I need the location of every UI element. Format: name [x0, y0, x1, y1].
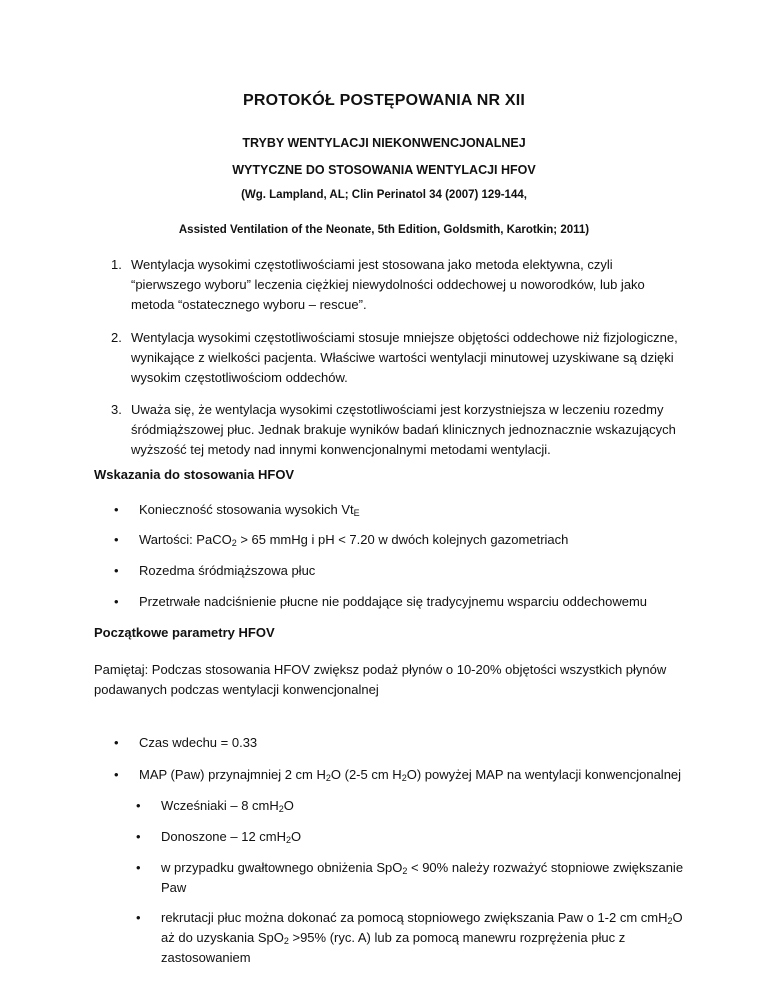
- list-item-text: Donoszone – 12 cmH$_2$O: [161, 829, 302, 845]
- subtitle-modes: TRYBY WENTYLACJI NIEKONWENCJONALNEJ: [242, 136, 526, 150]
- list-item-text: Rozedma śródmiąższowa płuc: [139, 563, 316, 578]
- numbered-item-1: [111, 255, 681, 315]
- sub-list-item: [136, 827, 696, 847]
- list-item-text: MAP (Paw) przynajmniej 2 cm $H_2O$ (2-5 cm $H_2O$) powyżej MAP na wentylacji konwencjonalnej: [139, 767, 682, 783]
- item-number: 2.: [111, 330, 122, 345]
- section-heading-initial-parameters: Początkowe parametry HFOV: [94, 625, 275, 640]
- list-item: [114, 500, 704, 520]
- list-item-text: Czas wdechu = 0.33: [139, 735, 258, 750]
- bullet: •: [114, 532, 119, 547]
- list-item: [114, 765, 704, 785]
- item-text: Wentylacja wysokimi częstotliwościami stosuje mniejsze objętości oddechowe niż fizjologiczne, wynikające z wielkości pacjenta. Właściwe wartości wentylacji minutowej uzyskiwane są dzięki wysokim częstotliwościom oddechów.: [131, 330, 678, 385]
- bullet: •: [114, 502, 119, 517]
- bullet: •: [136, 910, 141, 925]
- item-text: Wentylacja wysokimi częstotliwościami jest stosowana jako metoda elektywna, czyli “pierwszego wyboru” leczenia ciężkiej niewydolności oddechowej u noworodków, lub jako metoda “ostatecznego wyboru – rescue”.: [131, 257, 645, 312]
- item-number: 1.: [111, 257, 122, 272]
- list-item: [114, 530, 704, 550]
- subtitle-guidelines: WYTYCZNE DO STOSOWANIA WENTYLACJI HFOV: [232, 163, 536, 177]
- bullet: •: [114, 563, 119, 578]
- sub-list-item: [136, 908, 696, 968]
- list-item-text: Przetrwałe nadciśnienie płucne nie poddające się tradycyjnemu wsparciu oddechowemu: [139, 594, 648, 609]
- list-item-text: Konieczność stosowania wysokich $Vt_E$: [139, 502, 360, 518]
- reference-line-2: Assisted Ventilation of the Neonate, 5th Edition, Goldsmith, Karotkin; 2011): [178, 224, 590, 236]
- sub-list-item: [136, 858, 696, 898]
- list-item: [114, 592, 704, 612]
- page-title: PROTOKÓŁ POSTĘPOWANIA NR XII: [242, 92, 526, 109]
- section-heading-indications: Wskazania do stosowania HFOV: [94, 467, 295, 482]
- list-item-text: w przypadku gwałtownego obniżenia SpO$_2$ < 90% należy rozważyć stopniowe zwiększanie Paw: [161, 860, 684, 895]
- bullet: •: [136, 798, 141, 813]
- bullet: •: [114, 767, 119, 782]
- numbered-item-2: [111, 328, 681, 388]
- list-item: [114, 733, 704, 753]
- numbered-item-3: [111, 400, 681, 460]
- bullet: •: [136, 829, 141, 844]
- list-item-text: Wcześniaki – 8 cmH$_2$O: [161, 798, 294, 814]
- sub-list-item: [136, 796, 696, 816]
- list-item-text: rekrutacji płuc można dokonać za pomocą stopniowego zwiększania Paw o 1-2 cm cmH$_2$O aż do uzyskania SpO$_2$ >95% (ryc. A) lub za pomocą manewru rozprężenia płuc z zastosowaniem: [161, 910, 683, 965]
- bullet: •: [136, 860, 141, 875]
- list-item: [114, 561, 704, 581]
- item-number: 3.: [111, 402, 122, 417]
- list-item-text: Wartości: PaCO$_2$ > 65 mmHg i pH < 7.20 w dwóch kolejnych gazometriach: [139, 532, 569, 548]
- bullet: •: [114, 735, 119, 750]
- reference-line-1: (Wg. Lampland, AL; Clin Perinatol 34 (2007) 129-144,: [241, 189, 527, 201]
- fluid-note-paragraph: Pamiętaj: Podczas stosowania HFOV zwiększ podaż płynów o 10-20% objętości wszystkich płynów podawanych podczas wentylacji konwencjonalnej: [94, 662, 667, 697]
- item-text: Uważa się, że wentylacja wysokimi częstotliwościami jest korzystniejsza w leczeniu rozedmy śródmiąższowej płuc. Jednak brakuje wyników badań klinicznych jednoznacznie wskazujących wyższość tej metody nad innymi konwencjonalnymi metodami wentylacji.: [131, 402, 676, 457]
- bullet: •: [114, 594, 119, 609]
